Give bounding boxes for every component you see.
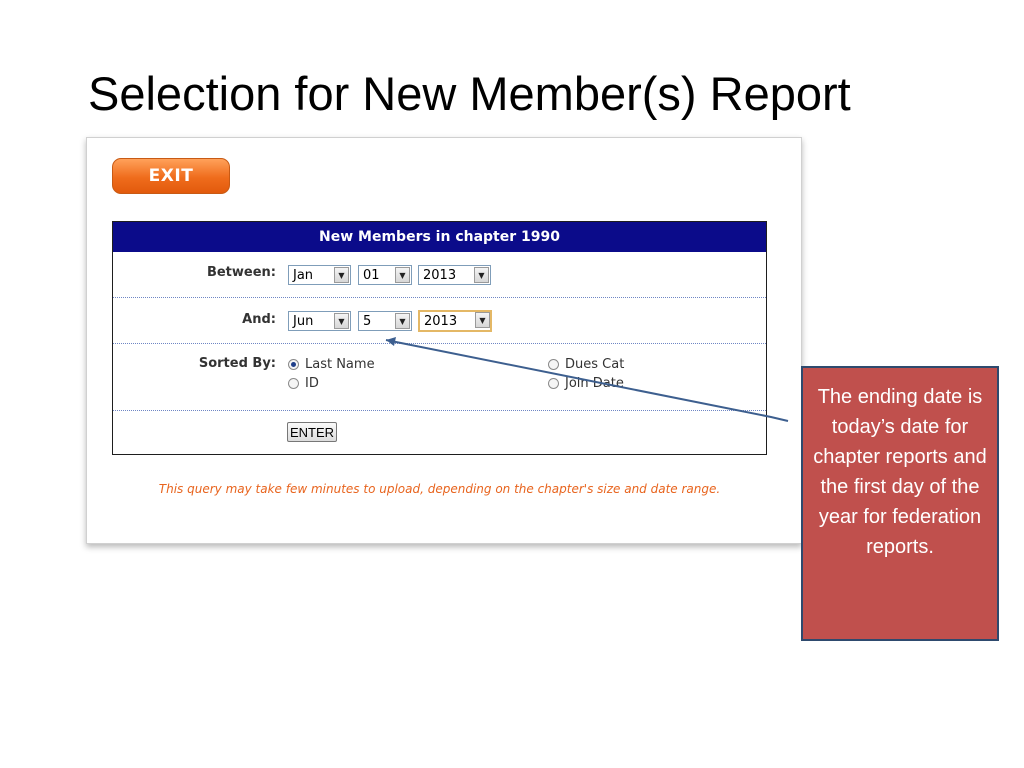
sort-last-name-label: Last Name — [305, 357, 375, 372]
and-month-select[interactable] — [288, 311, 351, 331]
sort-id-label: ID — [305, 376, 319, 391]
between-year-select[interactable] — [418, 265, 491, 285]
and-row — [113, 298, 766, 344]
between-month-select[interactable] — [288, 265, 351, 285]
dropdown-arrow-icon: ▼ — [475, 312, 490, 328]
radio-icon — [548, 378, 559, 389]
sort-last-name-radio[interactable] — [288, 357, 375, 372]
app-screenshot-panel — [86, 137, 802, 544]
radio-icon — [288, 378, 299, 389]
and-year-select[interactable] — [418, 310, 492, 332]
between-row — [113, 252, 766, 298]
dropdown-arrow-icon: ▼ — [334, 313, 349, 329]
and-label: And: — [242, 312, 276, 327]
radio-icon — [548, 359, 559, 370]
enter-row — [113, 411, 766, 454]
sort-dues-cat-radio[interactable] — [548, 357, 624, 372]
radio-checked-icon — [288, 359, 299, 370]
dropdown-arrow-icon: ▼ — [334, 267, 349, 283]
upload-time-note: This query may take few minutes to upload, depending on the chapter's size and date range. — [158, 482, 721, 496]
dropdown-arrow-icon: ▼ — [395, 313, 410, 329]
between-month-value: Jan — [293, 267, 314, 283]
and-month-value: Jun — [293, 313, 314, 329]
dropdown-arrow-icon: ▼ — [474, 267, 489, 283]
sort-dues-cat-label: Dues Cat — [565, 357, 625, 372]
sort-join-date-label: Join Date — [565, 376, 624, 391]
dropdown-arrow-icon: ▼ — [395, 267, 410, 283]
slide-title: Selection for New Member(s) Report — [88, 67, 851, 120]
form-header: New Members in chapter 1990 — [113, 222, 766, 252]
between-label: Between: — [206, 265, 276, 280]
sort-id-radio[interactable] — [288, 376, 319, 391]
callout-box: The ending date is today’s date for chapter reports and the first day of the year for federation reports. — [801, 366, 999, 641]
sorted-by-row — [113, 344, 766, 411]
and-day-value: 5 — [363, 313, 372, 329]
between-day-value: 01 — [363, 267, 380, 283]
and-day-select[interactable] — [358, 311, 412, 331]
exit-button[interactable]: EXIT — [112, 158, 230, 194]
enter-button[interactable]: ENTER — [287, 422, 337, 442]
sorted-by-label: Sorted By: — [198, 356, 276, 371]
sort-join-date-radio[interactable] — [548, 376, 624, 391]
new-members-form — [112, 221, 767, 455]
between-day-select[interactable] — [358, 265, 412, 285]
between-year-value: 2013 — [423, 267, 457, 283]
and-year-value: 2013 — [424, 313, 458, 329]
